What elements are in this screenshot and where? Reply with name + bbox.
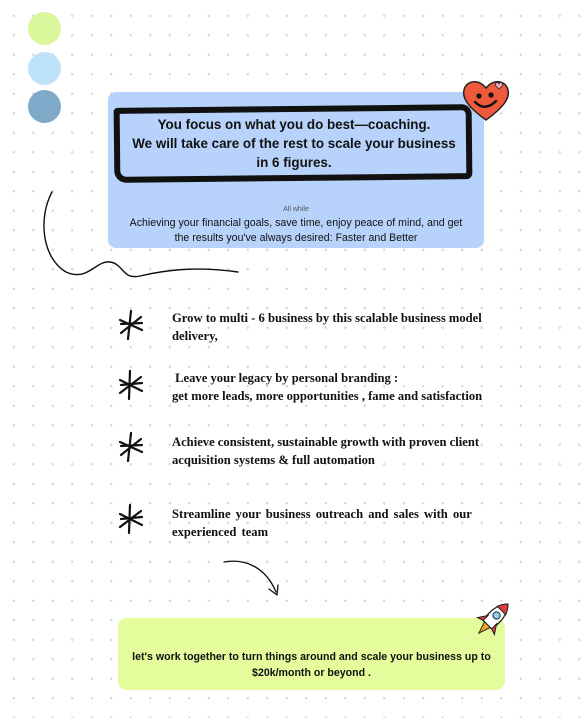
benefit-line: Grow to multi - 6 business by this scalable business model <box>172 311 482 325</box>
rocket-icon <box>470 596 516 642</box>
benefit-line: Leave your legacy by personal branding : <box>172 371 399 385</box>
benefit-line: acquisition systems & full automation <box>172 453 375 467</box>
benefit-line: delivery, <box>172 329 218 343</box>
headline-line: We will take care of the rest to scale your business <box>132 136 456 151</box>
benefit-item <box>172 433 522 469</box>
curved-arrow-icon <box>220 556 284 600</box>
benefit-line: Achieve consistent, sustainable growth with proven client <box>172 435 480 449</box>
headline-line: in 6 figures. <box>256 155 332 170</box>
decor-dot-steel-blue <box>28 90 61 123</box>
smiley-heart-icon <box>460 76 512 124</box>
cta-card <box>118 618 505 690</box>
benefit-item <box>172 369 522 405</box>
benefit-line: Streamline your business outreach and sales with our <box>172 507 472 521</box>
hero-headline <box>120 115 468 172</box>
subline-line: the results you've always desired: Faster and Better <box>174 232 418 244</box>
benefit-line: experienced team <box>172 525 269 539</box>
asterisk-bullet-icon <box>116 430 146 464</box>
hero-tag: All while <box>283 206 309 213</box>
benefit-line: get more leads, more opportunities , fame and satisfaction <box>172 389 483 403</box>
benefit-item <box>172 505 522 541</box>
benefit-item <box>172 309 522 345</box>
decorative-squiggle <box>36 188 246 288</box>
decor-dot-light-blue <box>28 52 61 85</box>
cta-line: let's work together to turn things around and scale your business up to <box>132 651 491 663</box>
subline-line: Achieving your financial goals, save time, enjoy peace of mind, and get <box>129 217 463 229</box>
headline-line: You focus on what you do best—coaching. <box>157 117 431 132</box>
cta-line: $20k/month or beyond . <box>252 666 371 679</box>
decor-dot-lime <box>28 12 61 45</box>
asterisk-bullet-icon <box>116 308 146 342</box>
asterisk-bullet-icon <box>116 368 146 402</box>
asterisk-bullet-icon <box>116 502 146 536</box>
